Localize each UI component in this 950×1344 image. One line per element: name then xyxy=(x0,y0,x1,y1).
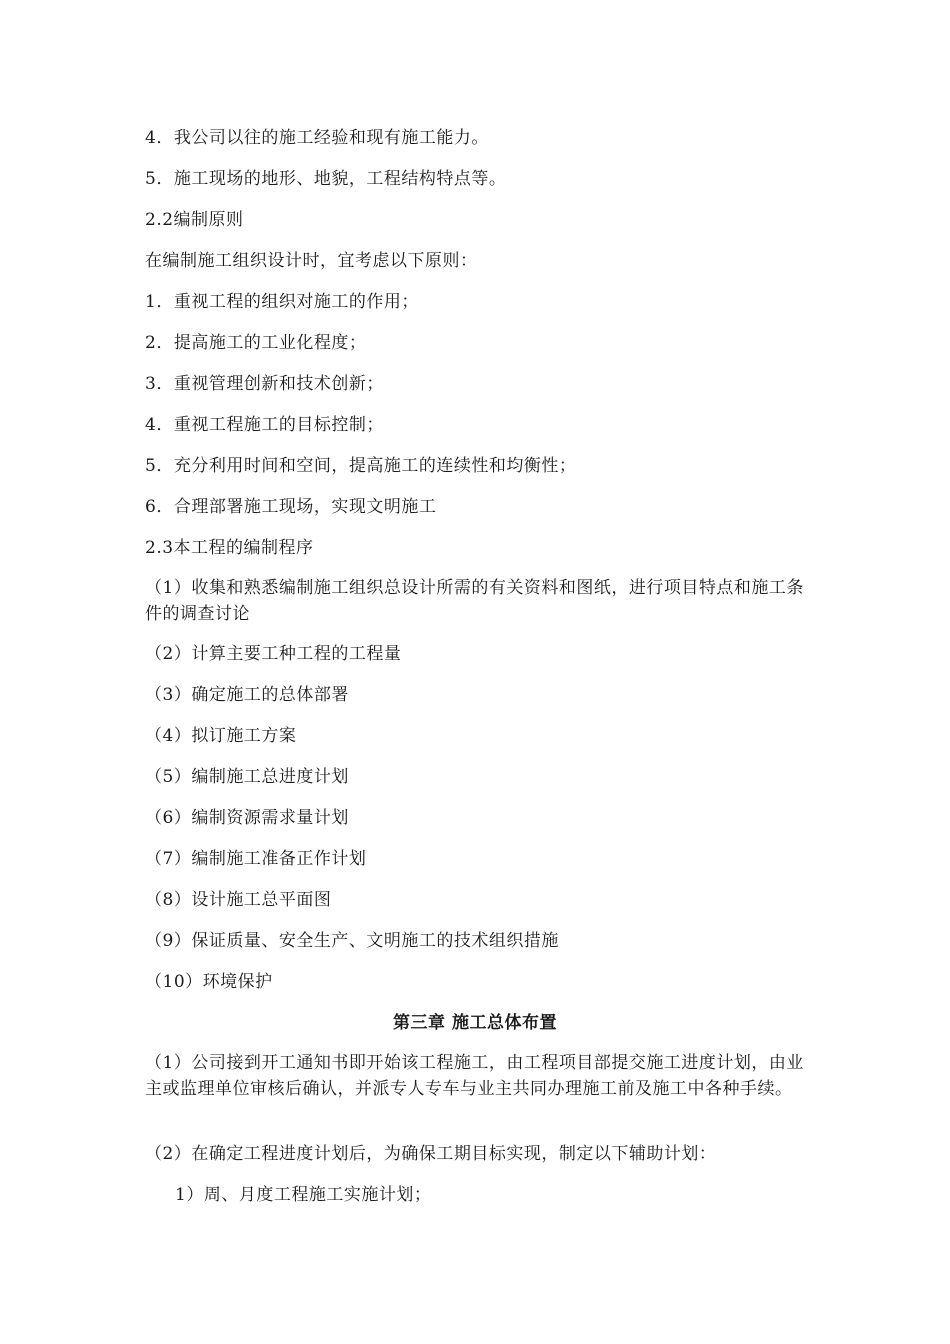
list-item: 5．施工现场的地形、地貌，工程结构特点等。 xyxy=(145,169,507,189)
list-item: （4）拟订施工方案 xyxy=(145,726,297,746)
paragraph: （2）在确定工程进度计划后，为确保工期目标实现，制定以下辅助计划： xyxy=(145,1144,717,1164)
list-item: （8）设计施工总平面图 xyxy=(145,890,332,910)
list-item: （5）编制施工总进度计划 xyxy=(145,767,349,787)
list-item: （10）环境保护 xyxy=(145,972,273,992)
section-title: 2.2编制原则 xyxy=(145,210,244,230)
paragraph: （1）公司接到开工通知书即开始该工程施工，由工程项目部提交施工进度计划，由业主或监理单位审核后确认，并派专人专车与业主共同办理施工前及施工中各种手续。 xyxy=(145,1053,804,1099)
list-item: 1．重视工程的组织对施工的作用； xyxy=(145,292,419,312)
list-item: 6．合理部署施工现场，实现文明施工 xyxy=(145,497,437,517)
list-item: 4．重视工程施工的目标控制； xyxy=(145,415,384,435)
list-item: （1）收集和熟悉编制施工组织总设计所需的有关资料和图纸，进行项目特点和施工条件的调查讨论 xyxy=(145,578,804,624)
list-item: 5．充分利用时间和空间，提高施工的连续性和均衡性； xyxy=(145,456,577,476)
list-item: 3．重视管理创新和技术创新； xyxy=(145,374,384,394)
chapter-title: 第三章 施工总体布置 xyxy=(393,1013,557,1033)
list-item: 2．提高施工的工业化程度； xyxy=(145,333,367,353)
list-item: （3）确定施工的总体部署 xyxy=(145,685,349,705)
list-item: （9）保证质量、安全生产、文明施工的技术组织措施 xyxy=(145,931,559,951)
list-item: （2）计算主要工种工程的工程量 xyxy=(145,644,402,664)
list-item: 4．我公司以往的施工经验和现有施工能力。 xyxy=(145,128,489,148)
section-title: 2.3本工程的编制程序 xyxy=(145,538,314,558)
list-item: （6）编制资源需求量计划 xyxy=(145,808,349,828)
sub-list-item: 1）周、月度工程施工实施计划； xyxy=(175,1185,432,1205)
list-item: （7）编制施工准备正作计划 xyxy=(145,849,367,869)
section-intro: 在编制施工组织设计时，宜考虑以下原则： xyxy=(145,251,478,271)
